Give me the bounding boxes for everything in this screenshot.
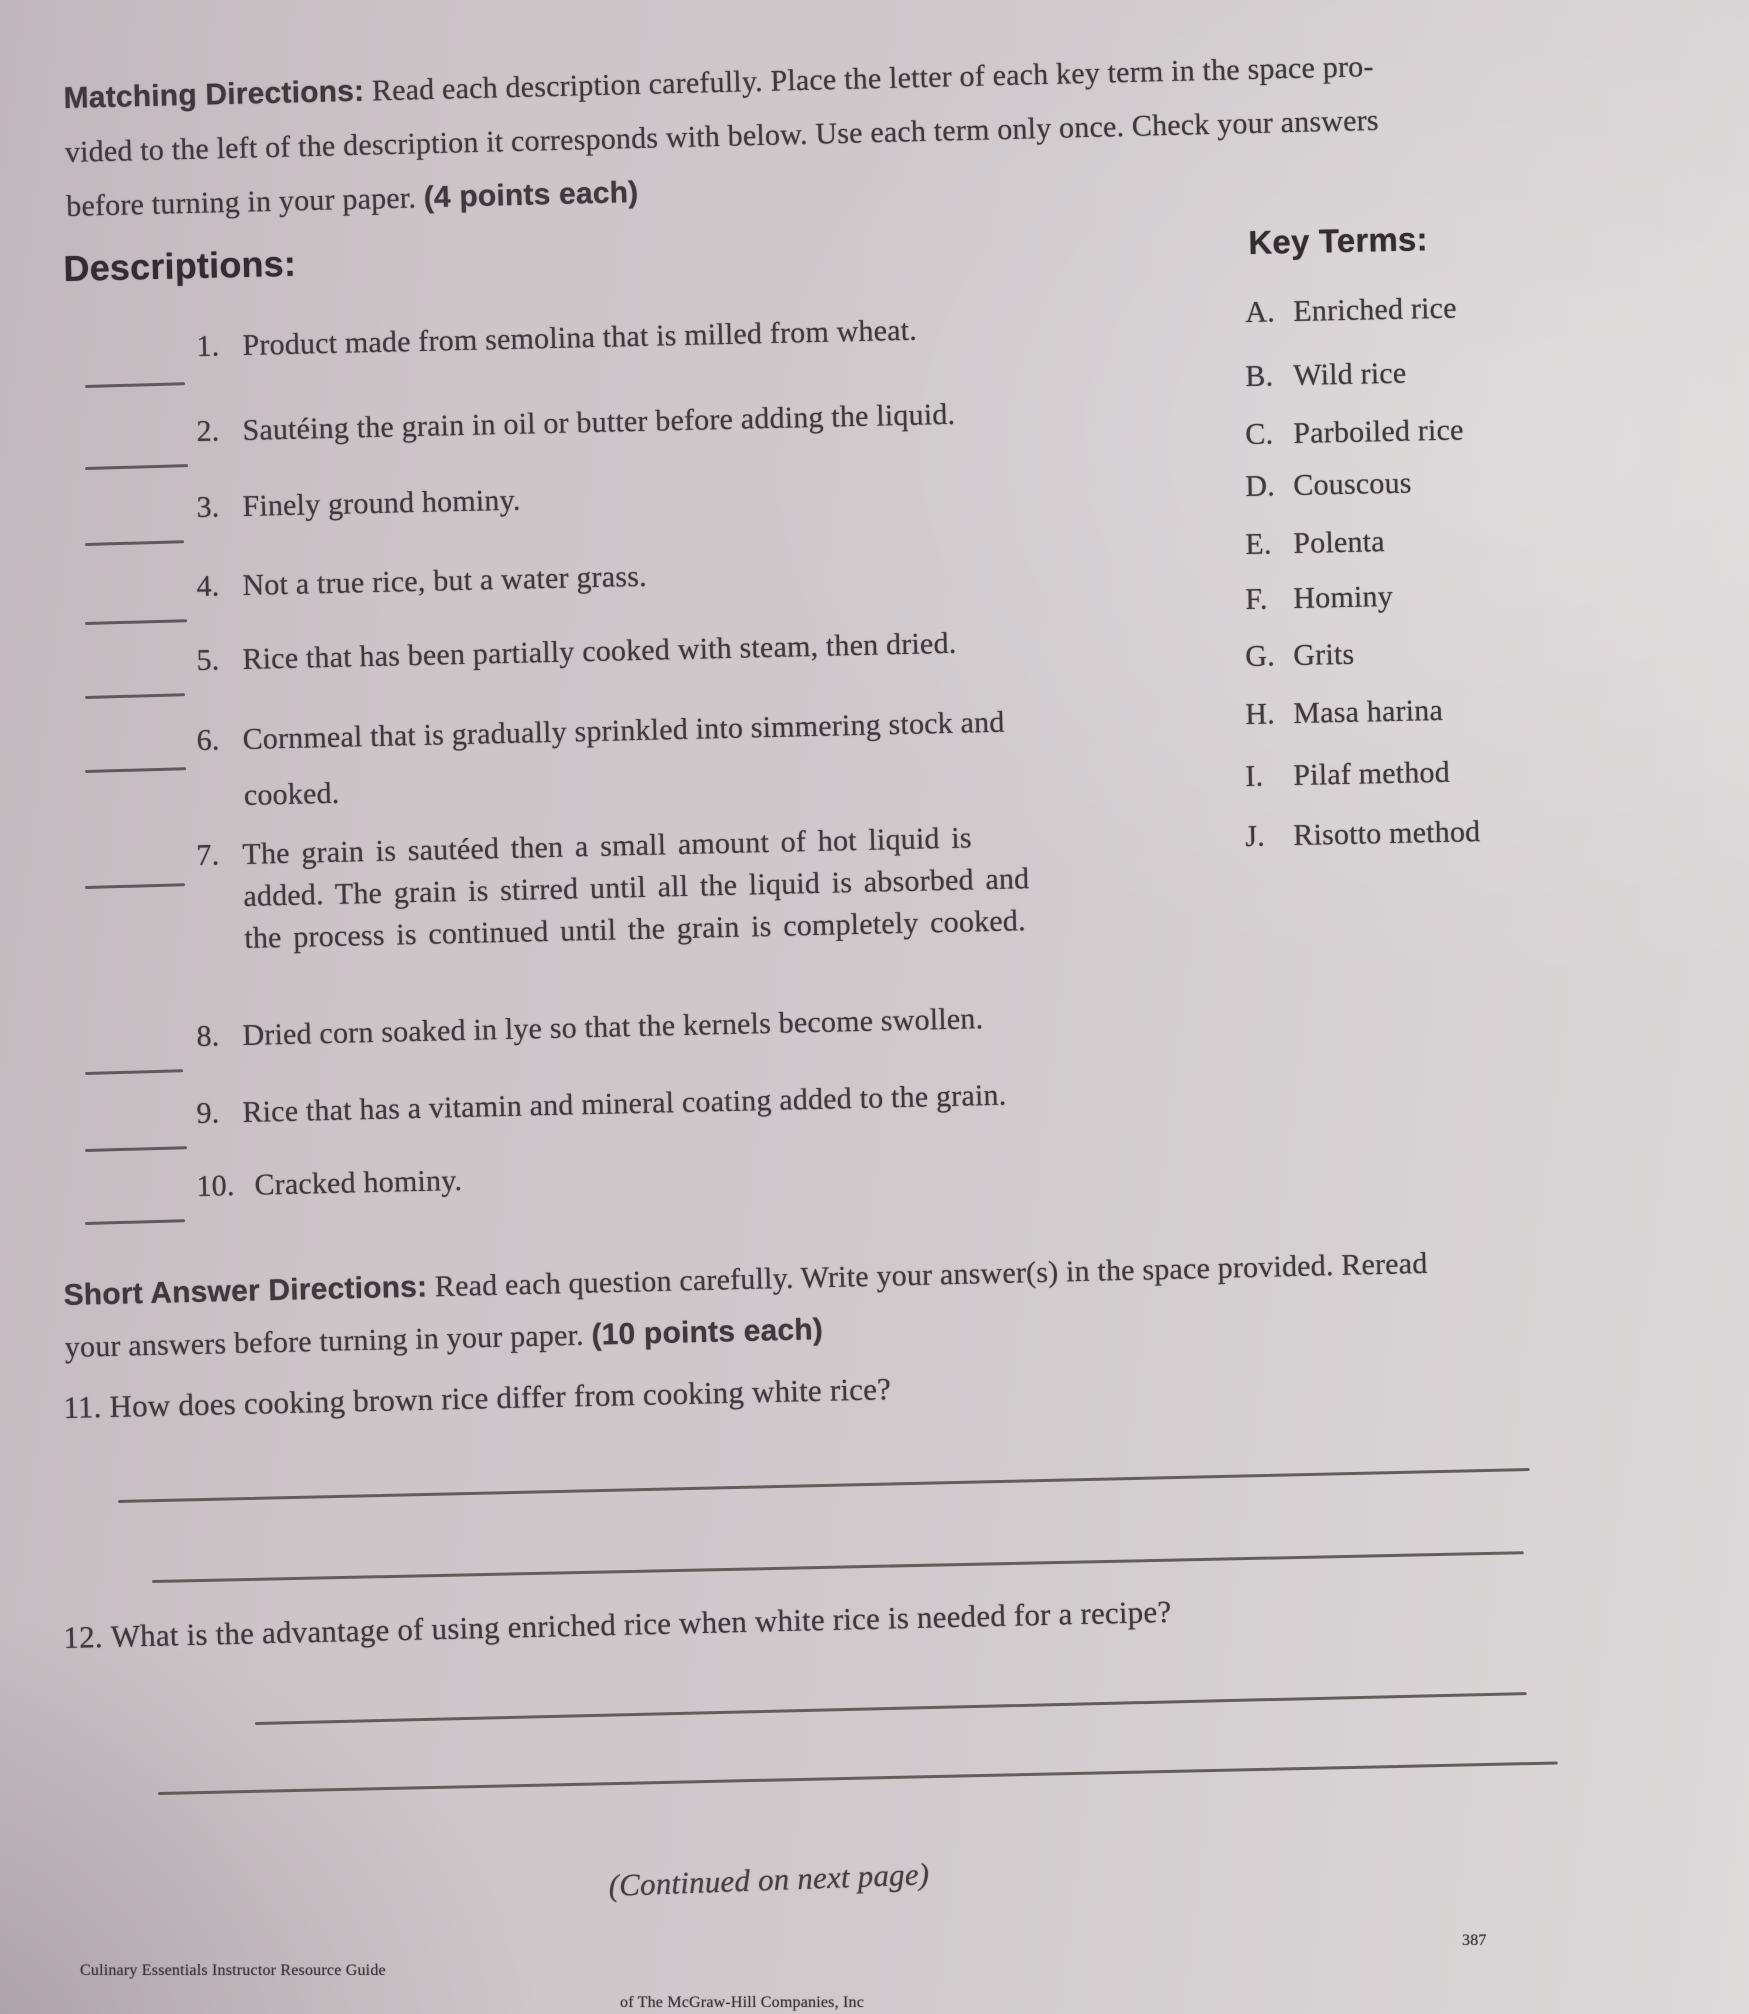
short-answer-line1: Short Answer Directions: Read each question carefully. Write your answer(s) in the space provided. Reread xyxy=(63,1246,1428,1312)
blank-line-10 xyxy=(85,1219,185,1225)
description-item-1: 1. Product made from semolina that is milled from wheat. xyxy=(196,313,918,363)
question-11: 11. How does cooking brown rice differ from cooking white rice? xyxy=(63,1371,892,1425)
description-item-5: 5. Rice that has been partially cooked with steam, then dried. xyxy=(196,626,957,677)
blank-line-8 xyxy=(85,1069,183,1075)
continued-note: (Continued on next page) xyxy=(608,1856,930,1903)
blank-line-1 xyxy=(85,382,185,388)
description-item-9: 9. Rice that has a vitamin and mineral coating added to the grain. xyxy=(196,1078,1007,1130)
copyright-fragment: of The McGraw-Hill Companies, Inc xyxy=(620,1994,865,2011)
key-term-c: C. Parboiled rice xyxy=(1245,413,1464,451)
key-term-h: H. Masa harina xyxy=(1245,693,1444,731)
key-term-f: F. Hominy xyxy=(1245,579,1394,616)
key-term-i: I. Pilaf method xyxy=(1245,755,1451,793)
short-answer-points-label: (10 points each) xyxy=(591,1313,824,1352)
short-answer-line2: your answers before turning in your paper. (10 points each) xyxy=(64,1313,824,1364)
matching-directions xyxy=(63,38,1467,234)
description-item-2: 2. Sautéing the grain in oil or butter before adding the liquid. xyxy=(196,397,956,448)
description-item-7: 7. The grain is sautéed then a small amount of hot liquid is added. The grain is stirred until all the liquid is absorbed and the process is continued until the grain is completely cooked. xyxy=(196,821,1030,955)
answer-line-12a xyxy=(255,1692,1527,1725)
answer-line-12b xyxy=(158,1761,1558,1795)
matching-directions-line1: Matching Directions: Read each description carefully. Place the letter of each key term in the space pro- xyxy=(63,49,1374,115)
key-term-b: B. Wild rice xyxy=(1245,356,1407,393)
blank-line-5 xyxy=(85,693,185,699)
matching-directions-line3: before turning in your paper. (4 points each) xyxy=(65,175,639,223)
descriptions-heading: Descriptions: xyxy=(63,242,297,289)
key-term-g: G. Grits xyxy=(1245,637,1355,673)
key-term-a: A. Enriched rice xyxy=(1245,291,1457,329)
description-item-3: 3. Finely ground hominy. xyxy=(196,483,521,524)
answer-line-11a xyxy=(118,1468,1530,1503)
matching-directions-label: Matching Directions: xyxy=(63,74,365,115)
answer-line-11b xyxy=(152,1551,1524,1583)
description-item-10: 10. Cracked hominy. xyxy=(196,1163,463,1203)
blank-line-3 xyxy=(85,540,184,546)
blank-line-6 xyxy=(85,767,186,773)
description-item-4: 4. Not a true rice, but a water grass. xyxy=(196,559,648,603)
key-term-j: J. Risotto method xyxy=(1245,815,1481,853)
blank-line-4 xyxy=(85,619,187,625)
short-answer-directions xyxy=(63,1233,1625,1374)
matching-points-label: (4 points each) xyxy=(423,175,639,215)
short-answer-label: Short Answer Directions: xyxy=(63,1270,428,1312)
key-term-d: D. Couscous xyxy=(1245,466,1412,503)
matching-directions-line2: vided to the left of the description it corresponds with below. Use each term only once. Check your answers xyxy=(64,103,1380,169)
description-item-8: 8. Dried corn soaked in lye so that the kernels become swollen. xyxy=(196,1002,984,1053)
description-item-6: 6. Cornmeal that is gradually sprinkled into simmering stock and cooked. xyxy=(196,705,1005,812)
blank-line-2 xyxy=(85,464,188,470)
page-number: 387 xyxy=(1462,1932,1487,1949)
key-terms-heading: Key Terms: xyxy=(1248,220,1429,261)
blank-line-9 xyxy=(85,1146,187,1152)
blank-line-7 xyxy=(85,883,185,889)
question-12: 12. What is the advantage of using enriched rice when white rice is needed for a recipe? xyxy=(63,1593,1172,1655)
key-term-e: E. Polenta xyxy=(1245,525,1386,561)
footer-title: Culinary Essentials Instructor Resource Guide xyxy=(80,1962,386,1979)
